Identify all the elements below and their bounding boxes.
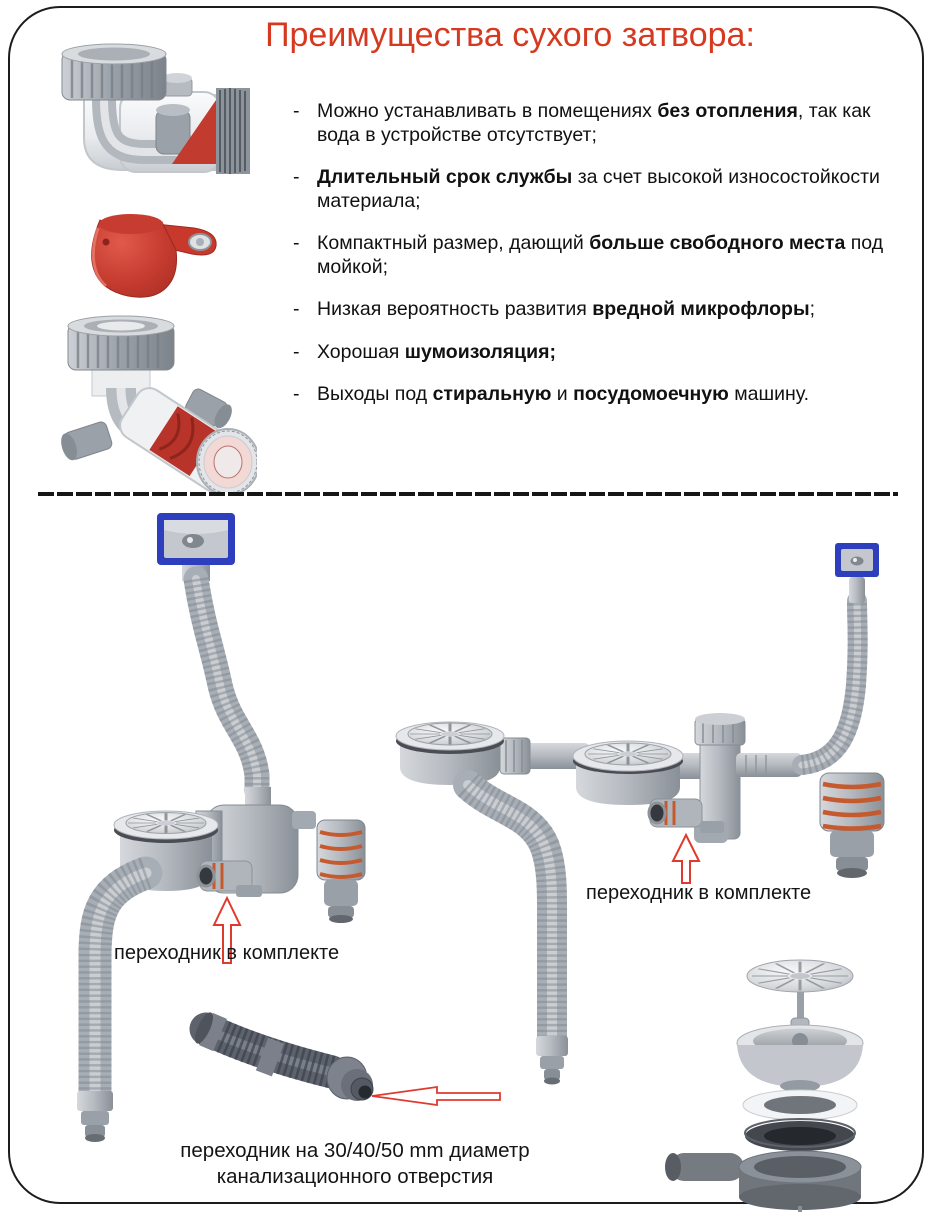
advantage-text: Низкая вероятность развития вредной микрофлоры; bbox=[317, 298, 816, 320]
advantage-text: Можно устанавливать в помещениях без отопления, так как вода в устройстве отсутствует; bbox=[317, 100, 871, 146]
advantage-item bbox=[293, 100, 911, 147]
bullet-dash: - bbox=[293, 100, 300, 122]
bullet-dash: - bbox=[293, 166, 300, 188]
hose-adapter-left bbox=[317, 820, 365, 923]
red-arrow-up-right bbox=[673, 835, 699, 883]
advantage-text: Длительный срок службы за счет высокой износостойкости материала; bbox=[317, 166, 880, 212]
page-title: Преимущества сухого затвора: bbox=[265, 16, 755, 54]
product-photo-red-valve bbox=[66, 180, 231, 305]
drain-hose-left bbox=[77, 873, 146, 1142]
advantage-item bbox=[293, 166, 911, 213]
section-divider bbox=[38, 492, 898, 496]
bullet-dash: - bbox=[293, 383, 300, 405]
label-bottom-adapter bbox=[150, 1138, 560, 1190]
corrugated-outlet-hose bbox=[191, 1010, 373, 1101]
hose-adapter-right bbox=[820, 773, 884, 878]
label-bottom-adapter-line1: переходник на 30/40/50 mm диаметр bbox=[180, 1139, 530, 1162]
advantage-text: Компактный размер, дающий больше свободного места под мойкой; bbox=[317, 232, 884, 278]
overflow-hose-right bbox=[802, 601, 858, 765]
advantage-text: Выходы под стиральную и посудомоечную машину. bbox=[317, 383, 810, 405]
red-arrow-left-bottom bbox=[372, 1087, 500, 1105]
advantages-list bbox=[293, 100, 911, 426]
label-adapter-included-right: переходник в комплекте bbox=[586, 882, 812, 904]
advantage-item bbox=[293, 341, 911, 365]
advantage-item bbox=[293, 232, 911, 279]
advantage-item bbox=[293, 383, 911, 407]
product-photo-dry-trap-side bbox=[28, 40, 263, 180]
product-photo-dry-trap-angled bbox=[42, 310, 257, 495]
installation-diagram bbox=[0, 505, 932, 1212]
overflow-right bbox=[835, 543, 879, 603]
overflow-hose-left bbox=[196, 579, 257, 791]
label-adapter-included-left: переходник в комплекте bbox=[114, 942, 340, 964]
advantage-item bbox=[293, 298, 911, 322]
label-bottom-adapter-line2: канализационного отверстия bbox=[216, 1165, 494, 1188]
bullet-dash: - bbox=[293, 340, 300, 363]
drain-cup-right-1 bbox=[396, 722, 504, 754]
drain-hose-right bbox=[468, 785, 568, 1085]
bullet-dash: - bbox=[293, 232, 300, 254]
advantage-text: Хорошая шумоизоляция; bbox=[317, 340, 556, 363]
drain-cup-left bbox=[114, 811, 218, 843]
drain-exploded-view bbox=[665, 960, 863, 1212]
double-bowl-siphon bbox=[396, 543, 879, 1085]
bullet-dash: - bbox=[293, 298, 300, 320]
drain-cup-right-2 bbox=[573, 741, 683, 774]
